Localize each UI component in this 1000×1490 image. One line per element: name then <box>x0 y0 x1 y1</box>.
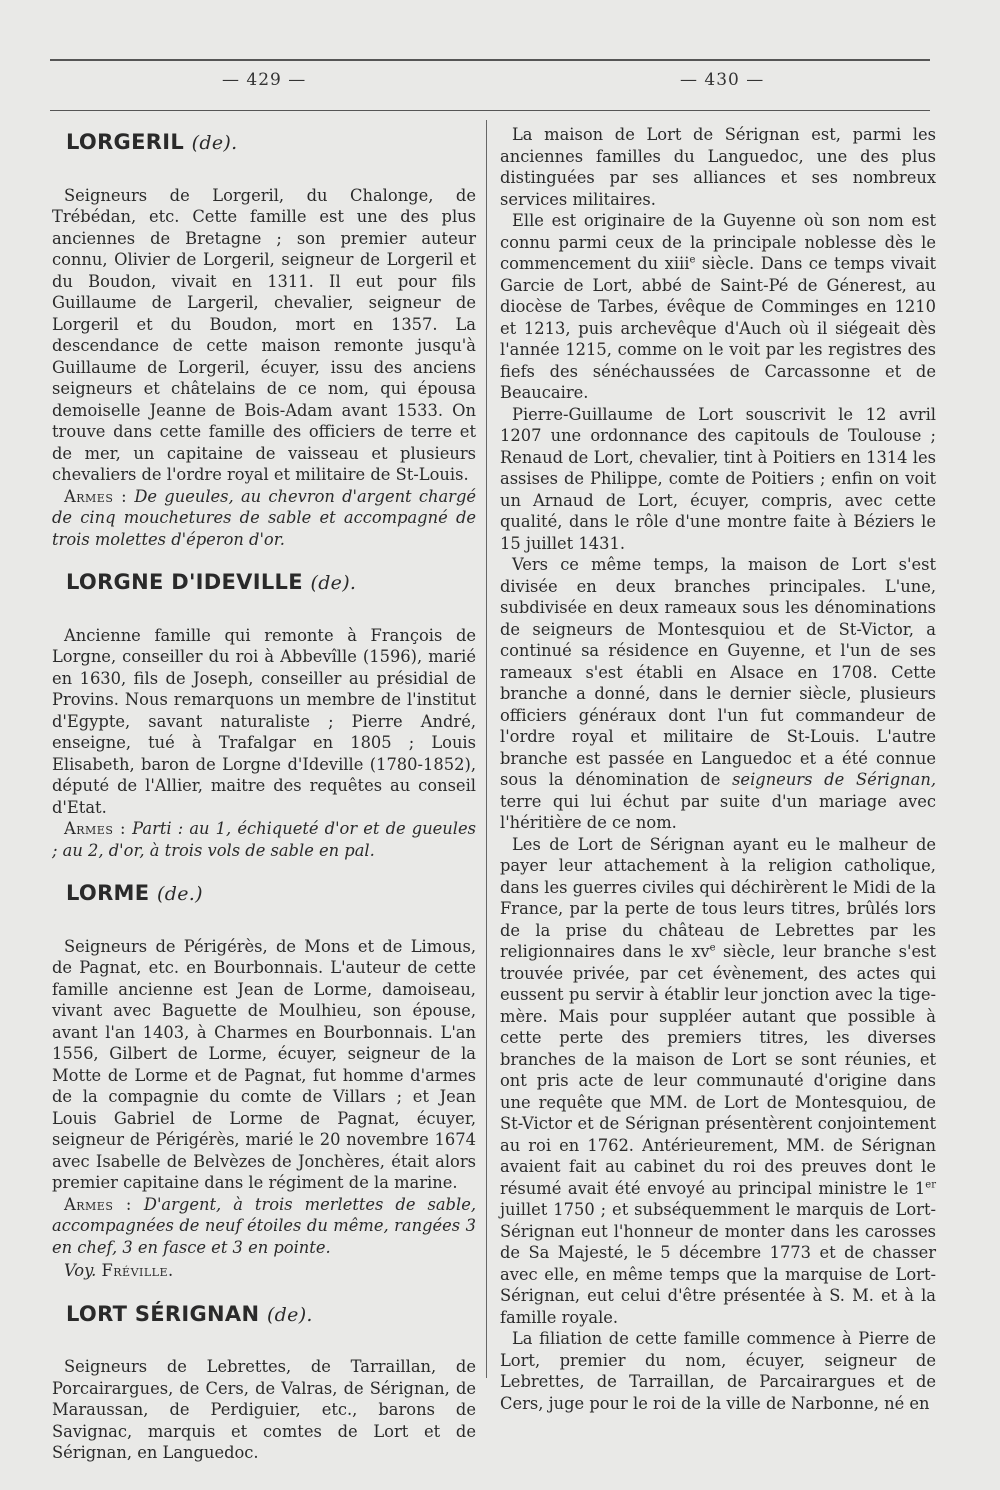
page-number-left: — 429 — <box>222 70 307 90</box>
text-run: Elle est originaire de la Guyenne où son nom est connu parmi ceux de la principale noblesse dès le commencement du xiii <box>500 211 936 273</box>
entry-name: LORME <box>66 881 150 905</box>
left-column <box>52 124 476 1486</box>
header-rule-bottom <box>50 110 930 111</box>
arms-text: Parti : au 1, échiqueté d'or et de gueules ; au 2, d'or, à trois vols de sable en pal. <box>52 819 476 860</box>
see-name: Fréville. <box>101 1261 174 1280</box>
entry-arms <box>52 486 476 551</box>
column-divider <box>486 120 487 1378</box>
paragraph: La filiation de cette famille commence à Pierre de Lort, premier du nom, écuyer, seigneur de Lebrettes, de Tarraillan, de Parcairargues et de Cers, juge pour le roi de la ville de Narbonne, né en <box>500 1329 936 1413</box>
entry-lorgne <box>52 572 476 861</box>
arms-label: Armes : <box>64 486 128 506</box>
paragraph: La maison de Lort de Sérignan est, parmi les anciennes familles du Languedoc, une des plus distinguées par ses alliances et ses nombreux services militaires. <box>500 125 936 209</box>
arms-text: D'argent, à trois merlettes de sable, accompagnées de neuf étoiles du même, rangées 3 en chef, 3 en fasce et 3 en pointe. <box>52 1194 477 1257</box>
paragraph <box>500 554 936 834</box>
right-column <box>500 124 936 1414</box>
entry-title <box>66 572 476 595</box>
entry-particle: (de). <box>310 572 357 594</box>
arms-label: Armes : <box>64 819 126 838</box>
paragraph: Pierre-Guillaume de Lort souscrivit le 12 avril 1207 une ordonnance des capitouls de Toulouse ; Renaud de Lort, chevalier, tint à Poitiers en 1314 les assises de Philippe, comte de Poitiers ; enfin on voit un Arnaud de Lort, écuyer, compris, avec cette qualité, dans le rôle d'une montre faite à Béziers le 15 juillet 1431. <box>500 404 936 553</box>
entry-name: LORT SÉRIGNAN <box>66 1301 260 1326</box>
paragraph <box>500 834 936 1329</box>
page-number-right: — 430 — <box>680 70 765 90</box>
see-label: Voy. <box>64 1261 97 1280</box>
entry-lorgeril <box>52 132 476 550</box>
entry-particle: (de). <box>266 1303 313 1326</box>
entry-body: Ancienne famille qui remonte à François de Lorgne, conseiller du roi à Abbevîlle (1596), marié en 1630, fils de Joseph, conseiller au présidial de Provins. Nous remarquons un membre de l'institut d'Egypte, savant naturaliste ; Pierre André, enseigne, tué à Trafalgar en 1805 ; Louis Elisabeth, baron de Lorgne d'Ideville (1780-1852), député de l'Allier, maitre des requêtes au conseil d'Etat. <box>52 625 476 817</box>
entry-body: Seigneurs de Lebrettes, de Tarraillan, de Porcairargues, de Cers, de Valras, de Sérignan, de Maraussan, de Perdiguier, etc., barons de Savignac, marquis et comtes de Lort et de Sérignan, en Languedoc. <box>52 1357 476 1462</box>
superscript: er <box>925 1179 936 1191</box>
text-run: Vers ce même temps, la maison de Lort s'est divisée en deux branches principales. L'une, subdivisée en deux rameaux sous les dénominations de seigneurs de Montesquiou et de St-Victor, a continué sa résidence en Guyenne, et l'un de ses rameaux s'est établi en Alsace en 1708. Cette branche a donné, dans le dernier siècle, plusieurs officiers généraux dont l'un fut commandeur de l'ordre royal et militaire de St-Louis. L'autre branche est passée en Languedoc et a été connue sous la dénomination de <box>500 555 936 789</box>
entry-title <box>66 883 476 906</box>
arms-label: Armes : <box>64 1194 132 1214</box>
text-run: juillet 1750 ; et subséquemment le marquis de Lort-Sérignan eut l'honneur de monter dans les carosses de Sa Majesté, le 5 décembre 1773 et de chasser avec elle, en même temps que la marquise de Lort-Sérignan, eut celui d'être présentée à S. M. et à la famille royale. <box>500 1200 936 1327</box>
entry-title <box>66 1301 476 1327</box>
entry-particle: (de). <box>191 132 238 154</box>
entry-title <box>66 132 476 155</box>
header-rule-top <box>50 59 930 61</box>
text-run: Les de Lort de Sérignan ayant eu le malheur de payer leur attachement à la religion catholique, dans les guerres civiles qui déchirèrent le Midi de la France, par la perte de tous leurs titres, brûlés lors de la prise du château de Lebrettes par les religionnaires dans le xv <box>500 834 936 961</box>
superscript: e <box>689 254 696 266</box>
entry-body: Seigneurs de Lorgeril, du Chalonge, de Trébédan, etc. Cette famille est une des plus anciennes de Bretagne ; son premier auteur connu, Olivier de Lorgeril, seigneur de Lorgeril et du Boudon, vivait en 1311. Il eut pour fils Guillaume de Largeril, chevalier, seigneur de Lorgeril et du Boudon, mort en 1357. La descendance de cette maison remonte jusqu'à Guillaume de Lorgeril, écuyer, issu des anciens seigneurs et châtelains de ce nom, qui épousa demoiselle Jeanne de Bois-Adam avant 1533. On trouve dans cette famille des officiers de terre et de mer, un capitaine de vaisseau et plusieurs chevaliers de l'ordre royal et militaire de St-Louis. <box>52 185 476 484</box>
entry-lort-serignan <box>52 1301 476 1464</box>
entry-arms <box>52 1194 476 1259</box>
arms-text: De gueules, au chevron d'argent chargé de cinq mouchetures de sable et accompagné de trois molettes d'éperon d'or. <box>52 486 476 549</box>
entry-name: LORGNE D'IDEVILLE <box>66 570 303 594</box>
entry-lorme <box>52 883 476 1282</box>
entry-particle: (de.) <box>157 883 203 905</box>
paragraph <box>500 210 936 404</box>
entry-name: LORGERIL <box>66 130 185 154</box>
superscript: e <box>709 942 716 954</box>
text-run: siècle. Dans ce temps vivait Garcie de Lort, abbé de Saint-Pé de Génerest, au diocèse de Tarbes, évêque de Comminges en 1210 et 1213, puis archevêque d'Auch où il siégeait dès l'année 1215, comme on le voit par les registres des fiefs des sénéchaussées de Carcassonne et de Beaucaire. <box>500 254 936 402</box>
entry-body: Seigneurs de Périgérès, de Mons et de Limous, de Pagnat, etc. en Bourbonnais. L'auteur de cette famille ancienne est Jean de Lorme, damoiseau, vivant avec Baguette de Moulhieu, son épouse, avant l'an 1403, à Charmes en Bourbonnais. L'an 1556, Gilbert de Lorme, écuyer, seigneur de la Motte de Lorme et de Pagnat, fut homme d'armes de la compagnie du comte de Villars ; et Jean Louis Gabriel de Lorme de Pagnat, écuyer, seigneur de Périgérès, marié le 20 novembre 1674 avec Isabelle de Belvèzes de Jonchères, était alors premier capitaine dans le régiment de la marine. <box>52 936 476 1192</box>
cross-reference <box>52 1260 476 1282</box>
italic-run: seigneurs de Sérignan, <box>732 770 936 789</box>
text-run: siècle, leur branche s'est trouvée privée, par cet évènement, des actes qui eussent pu servir à établir leur jonction avec la tige-mère. Mais pour suppléer autant que possible à cette perte des premiers titres, les diverses branches de la maison de Lort se sont réunies, et ont pris acte de leur communauté d'origine dans une requête que MM. de Lort de Montesquiou, de St-Victor et de Sérignan présentèrent conjointement au roi en 1762. Antérieurement, MM. de Sérignan avaient fait au cabinet du roi des preuves dont le résumé avait été envoyé au principal ministre le 1 <box>500 942 936 1198</box>
entry-arms <box>52 818 476 861</box>
text-run: terre qui lui échut par suite d'un mariage avec l'héritière de ce nom. <box>500 791 936 832</box>
